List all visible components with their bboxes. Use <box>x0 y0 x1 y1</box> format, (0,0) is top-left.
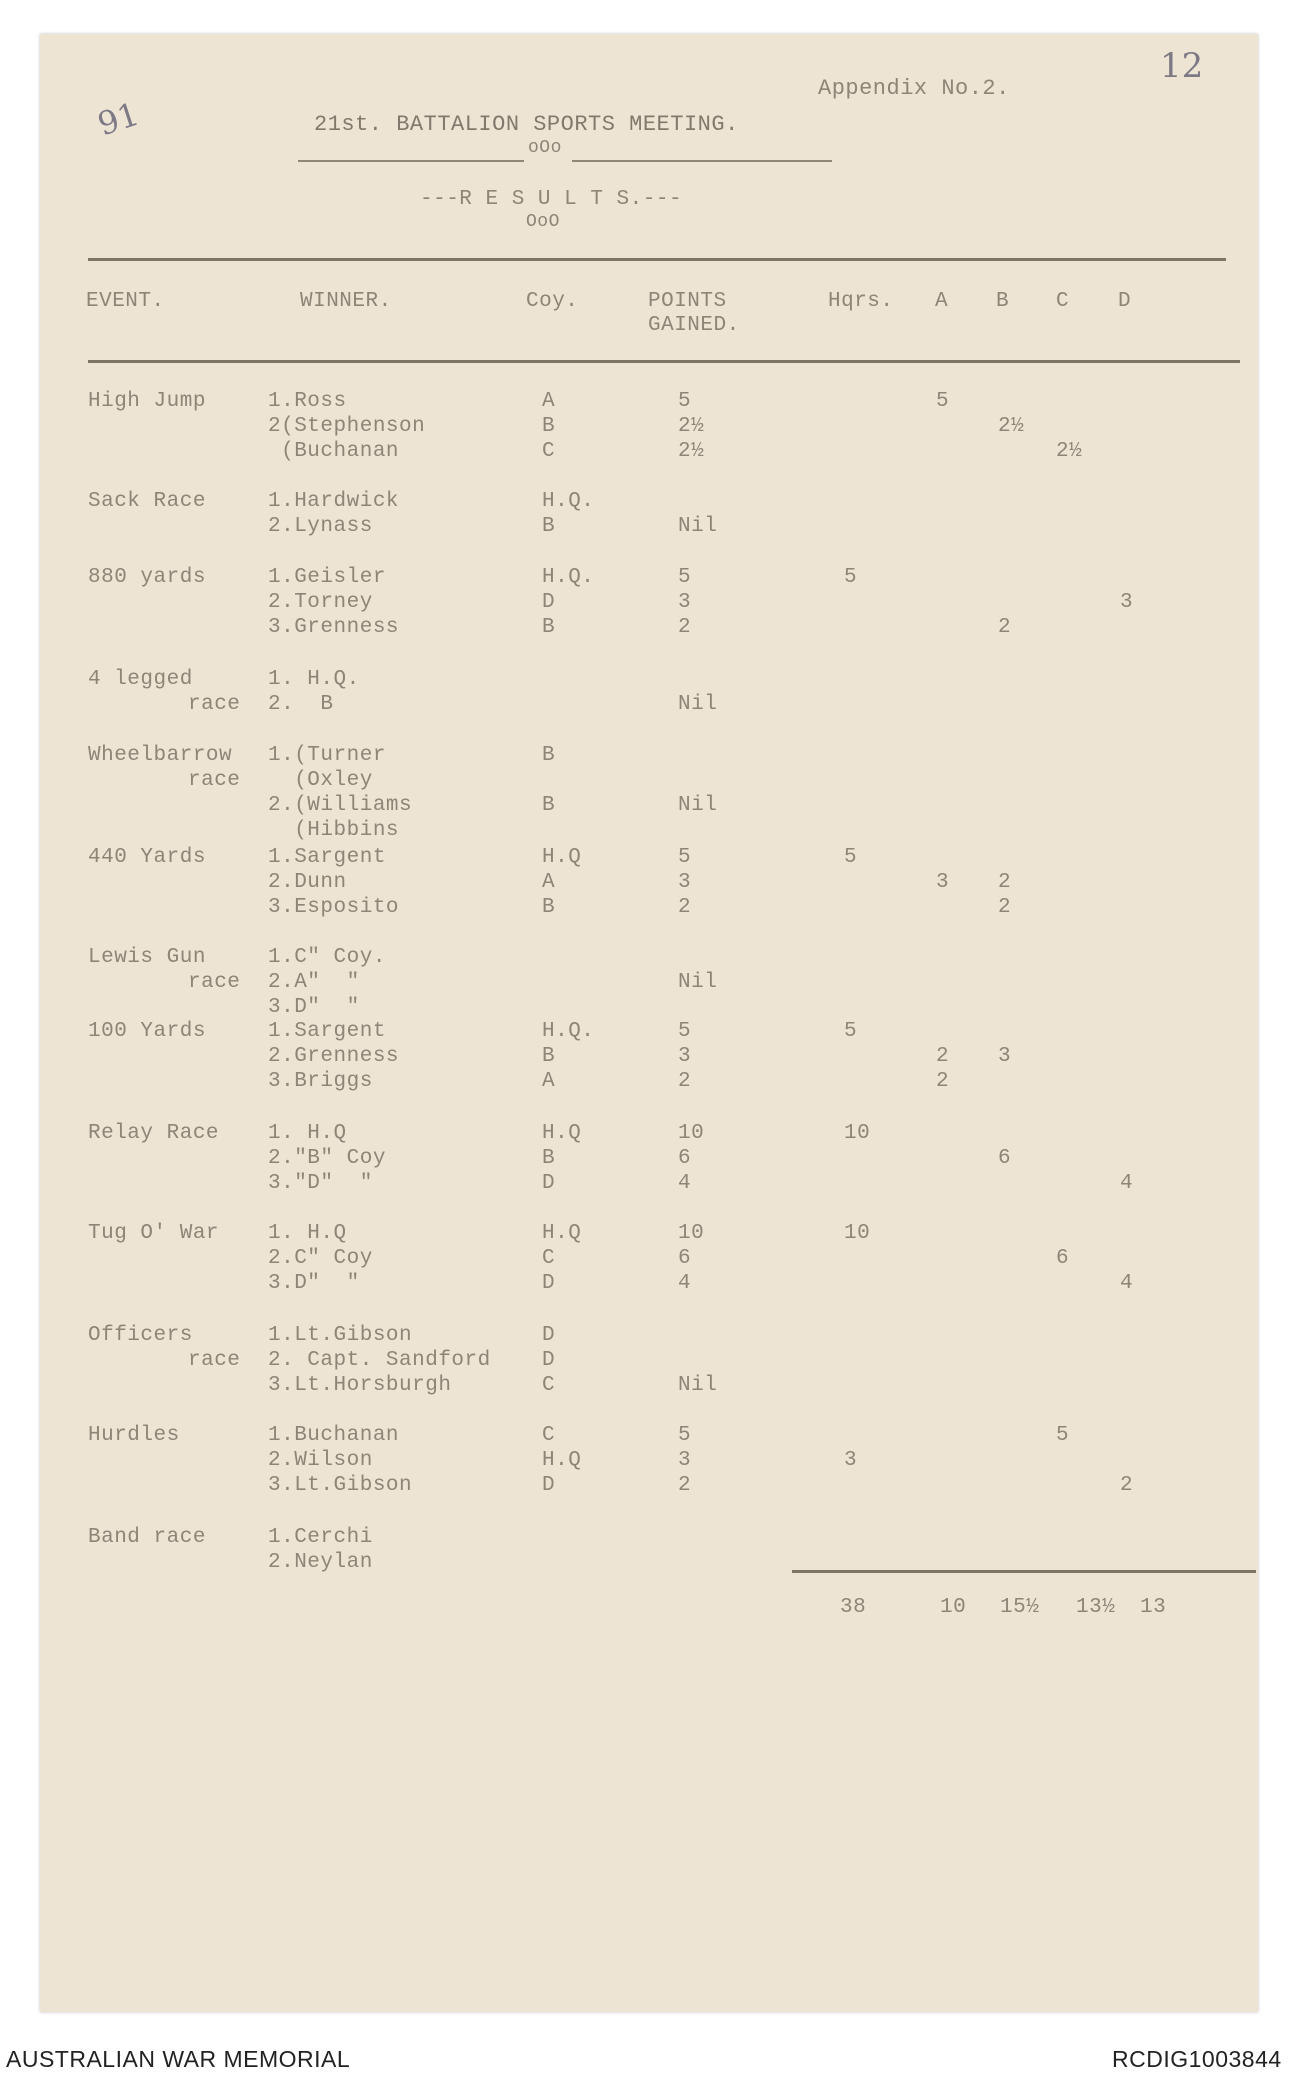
event-name: Band race <box>88 1526 206 1549</box>
title-ornament: oOo <box>528 138 562 158</box>
header-points-line1: POINTS <box>648 290 727 313</box>
cell-coy: C <box>542 1424 556 1447</box>
header-b: B <box>996 290 1010 313</box>
cell-winner: 1.Lt.Gibson <box>268 1324 413 1347</box>
cell-points: 5 <box>678 1424 692 1447</box>
cell-coy: H.Q. <box>542 566 595 589</box>
cell-winner: 2.Lynass <box>268 515 373 538</box>
subtitle-ornament: OoO <box>526 212 560 232</box>
cell-hqrs: 10 <box>844 1222 871 1245</box>
cell-b: 6 <box>998 1147 1012 1170</box>
cell-b: 2 <box>998 616 1012 639</box>
document-title: 21st. BATTALION SPORTS MEETING. <box>314 112 739 137</box>
event-name: Officers <box>88 1324 193 1347</box>
cell-b: 3 <box>998 1045 1012 1068</box>
cell-winner: 3.Lt.Horsburgh <box>268 1374 452 1397</box>
event-name: 4 legged <box>88 668 193 691</box>
event-name: 880 yards <box>88 566 206 589</box>
cell-d: 2 <box>1120 1474 1134 1497</box>
page-number: 12 <box>1160 46 1204 86</box>
cell-d: 3 <box>1120 591 1134 614</box>
total-c: 13½ <box>1076 1596 1116 1619</box>
cell-hqrs: 5 <box>844 846 858 869</box>
total-b: 15½ <box>1000 1596 1040 1619</box>
total-d: 13 <box>1140 1596 1167 1619</box>
header-coy: Coy. <box>526 290 579 313</box>
cell-winner: 1.Ross <box>268 390 347 413</box>
cell-points: 2 <box>678 616 692 639</box>
cell-a: 2 <box>936 1045 950 1068</box>
header-a: A <box>935 290 949 313</box>
total-a: 10 <box>940 1596 967 1619</box>
cell-points: 3 <box>678 1045 692 1068</box>
cell-a: 2 <box>936 1070 950 1093</box>
cell-coy: C <box>542 1374 556 1397</box>
cell-points: 10 <box>678 1122 705 1145</box>
event-name: Wheelbarrow <box>88 744 233 767</box>
event-name-line2: race <box>188 693 241 716</box>
cell-points: 2½ <box>678 415 705 438</box>
header-points-line2: GAINED. <box>648 314 740 337</box>
cell-winner: 1.Cerchi <box>268 1526 373 1549</box>
cell-winner: 1.Hardwick <box>268 490 400 513</box>
event-name: 440 Yards <box>88 846 206 869</box>
event-name: Tug O' War <box>88 1222 220 1245</box>
total-hq: 38 <box>840 1596 867 1619</box>
cell-c: 2½ <box>1056 440 1083 463</box>
cell-winner: 1.(Turner <box>268 744 386 767</box>
archive-record-id: RCDIG1003844 <box>1112 2046 1282 2072</box>
cell-coy: D <box>542 591 556 614</box>
cell-coy: B <box>542 744 556 767</box>
totals-rule <box>792 1570 1256 1573</box>
cell-hqrs: 10 <box>844 1122 871 1145</box>
event-name: Lewis Gun <box>88 946 206 969</box>
folio-number: 91 <box>93 94 144 144</box>
cell-points: 5 <box>678 566 692 589</box>
cell-winner: (Hibbins <box>268 819 400 842</box>
cell-winner: (Buchanan <box>268 440 400 463</box>
cell-points: 2 <box>678 1474 692 1497</box>
cell-winner: 1.Sargent <box>268 846 386 869</box>
cell-hqrs: 3 <box>844 1449 858 1472</box>
cell-winner: 1. H.Q <box>268 1122 347 1145</box>
cell-points: 2 <box>678 896 692 919</box>
cell-winner: 1. H.Q. <box>268 668 360 691</box>
cell-coy: D <box>542 1349 556 1372</box>
event-name: Hurdles <box>88 1424 180 1447</box>
cell-points: 2 <box>678 1070 692 1093</box>
cell-winner: 3.Esposito <box>268 896 400 919</box>
cell-points: 6 <box>678 1247 692 1270</box>
event-name: High Jump <box>88 390 206 413</box>
cell-coy: B <box>542 515 556 538</box>
cell-winner: 1.Buchanan <box>268 1424 400 1447</box>
cell-points: Nil <box>678 1374 718 1397</box>
cell-b: 2½ <box>998 415 1025 438</box>
event-name-line2: race <box>188 769 241 792</box>
cell-coy: H.Q <box>542 1449 582 1472</box>
appendix-label: Appendix No.2. <box>818 76 1010 101</box>
cell-coy: A <box>542 871 556 894</box>
cell-winner: 2.C" Coy <box>268 1247 373 1270</box>
cell-winner: 3."D" " <box>268 1172 373 1195</box>
cell-a: 3 <box>936 871 950 894</box>
header-hqrs: Hqrs. <box>828 290 894 313</box>
cell-points: Nil <box>678 515 718 538</box>
cell-coy: D <box>542 1272 556 1295</box>
cell-winner: 3.Grenness <box>268 616 400 639</box>
cell-winner: 1.Geisler <box>268 566 386 589</box>
results-subtitle: ---R E S U L T S.--- <box>420 188 683 211</box>
cell-coy: C <box>542 440 556 463</box>
cell-points: Nil <box>678 693 718 716</box>
cell-coy: D <box>542 1474 556 1497</box>
cell-points: 5 <box>678 1020 692 1043</box>
cell-coy: D <box>542 1172 556 1195</box>
cell-coy: H.Q. <box>542 1020 595 1043</box>
cell-winner: 2.(Williams <box>268 794 413 817</box>
title-underline-right <box>572 160 832 162</box>
cell-points: 5 <box>678 390 692 413</box>
cell-points: Nil <box>678 971 718 994</box>
cell-winner: 1. H.Q <box>268 1222 347 1245</box>
cell-winner: 3.D" " <box>268 1272 360 1295</box>
cell-points: 3 <box>678 871 692 894</box>
cell-hqrs: 5 <box>844 1020 858 1043</box>
cell-d: 4 <box>1120 1172 1134 1195</box>
cell-coy: H.Q <box>542 846 582 869</box>
cell-points: 10 <box>678 1222 705 1245</box>
cell-c: 5 <box>1056 1424 1070 1447</box>
cell-winner: 1.C" Coy. <box>268 946 386 969</box>
header-top-rule <box>88 258 1226 261</box>
header-c: C <box>1056 290 1070 313</box>
cell-winner: 2.A" " <box>268 971 360 994</box>
header-d: D <box>1118 290 1132 313</box>
cell-winner: (Oxley <box>268 769 373 792</box>
event-name: Relay Race <box>88 1122 220 1145</box>
cell-coy: B <box>542 415 556 438</box>
cell-coy: H.Q <box>542 1122 582 1145</box>
cell-coy: D <box>542 1324 556 1347</box>
cell-points: 5 <box>678 846 692 869</box>
cell-b: 2 <box>998 871 1012 894</box>
header-bottom-rule <box>88 360 1240 363</box>
cell-coy: A <box>542 390 556 413</box>
title-underline-left <box>298 160 524 162</box>
cell-b: 2 <box>998 896 1012 919</box>
cell-winner: 2(Stephenson <box>268 415 426 438</box>
cell-coy: C <box>542 1247 556 1270</box>
cell-coy: H.Q. <box>542 490 595 513</box>
cell-coy: B <box>542 794 556 817</box>
cell-winner: 1.Sargent <box>268 1020 386 1043</box>
cell-coy: B <box>542 1147 556 1170</box>
cell-points: Nil <box>678 794 718 817</box>
cell-points: 2½ <box>678 440 705 463</box>
cell-points: 4 <box>678 1272 692 1295</box>
cell-d: 4 <box>1120 1272 1134 1295</box>
cell-coy: A <box>542 1070 556 1093</box>
cell-winner: 2.Neylan <box>268 1551 373 1574</box>
cell-points: 4 <box>678 1172 692 1195</box>
header-winner: WINNER. <box>300 290 392 313</box>
cell-winner: 3.Lt.Gibson <box>268 1474 413 1497</box>
cell-winner: 3.Briggs <box>268 1070 373 1093</box>
cell-hqrs: 5 <box>844 566 858 589</box>
event-name: Sack Race <box>88 490 206 513</box>
event-name-line2: race <box>188 971 241 994</box>
header-event: EVENT. <box>86 290 165 313</box>
cell-points: 6 <box>678 1147 692 1170</box>
cell-winner: 2.Wilson <box>268 1449 373 1472</box>
cell-winner: 2. B <box>268 693 334 716</box>
event-name-line2: race <box>188 1349 241 1372</box>
cell-coy: H.Q <box>542 1222 582 1245</box>
event-name: 100 Yards <box>88 1020 206 1043</box>
cell-winner: 3.D" " <box>268 996 360 1019</box>
cell-winner: 2.Torney <box>268 591 373 614</box>
cell-winner: 2.Dunn <box>268 871 347 894</box>
cell-a: 5 <box>936 390 950 413</box>
cell-points: 3 <box>678 1449 692 1472</box>
cell-winner: 2.Grenness <box>268 1045 400 1068</box>
cell-winner: 2. Capt. Sandford <box>268 1349 491 1372</box>
archive-name: AUSTRALIAN WAR MEMORIAL <box>6 2046 351 2072</box>
cell-points: 3 <box>678 591 692 614</box>
cell-coy: B <box>542 1045 556 1068</box>
cell-coy: B <box>542 616 556 639</box>
cell-winner: 2."B" Coy <box>268 1147 386 1170</box>
cell-coy: B <box>542 896 556 919</box>
cell-c: 6 <box>1056 1247 1070 1270</box>
